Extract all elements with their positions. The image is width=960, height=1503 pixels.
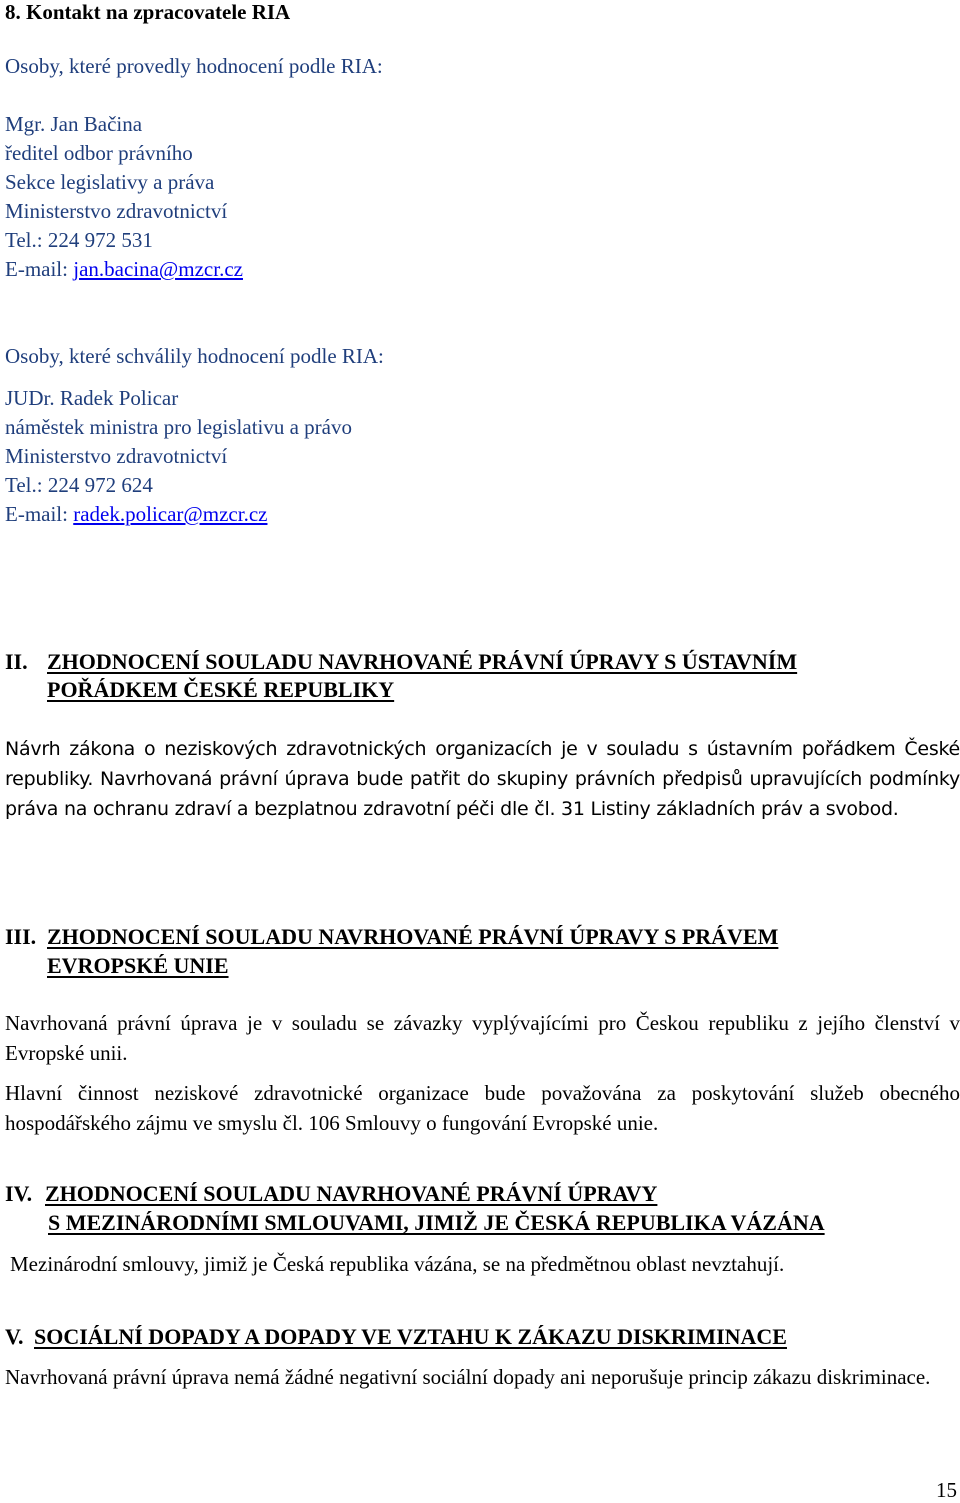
evaluator-department: Sekce legislativy a práva (5, 170, 215, 194)
section-iv-paragraph: Mezinárodní smlouvy, jimiž je Česká republika vázána, se na předmětnou oblast nevztahují. (10, 1252, 785, 1276)
approver-name: JUDr. Radek Policar (5, 386, 179, 410)
section-iii-title-line2: EVROPSKÉ UNIE (47, 953, 229, 978)
email-prefix: E-mail: (5, 502, 74, 526)
section-ii-number: II. (5, 649, 28, 674)
email-prefix: E-mail: (5, 257, 74, 281)
section-ii-title-line2: POŘÁDKEM ČESKÉ REPUBLIKY (47, 677, 395, 702)
section-iii-paragraph-1: Navrhovaná právní úprava je v souladu se závazky vyplývajícími pro Českou republiku z jejího členství v Evropské unii. (5, 1011, 960, 1065)
approver-phone: Tel.: 224 972 624 (5, 473, 153, 497)
section-v-number: V. (5, 1324, 24, 1349)
approver-ministry: Ministerstvo zdravotnictví (5, 444, 228, 468)
section-8-heading: 8. Kontakt na zpracovatele RIA (5, 0, 291, 24)
section-ii-paragraph: Návrh zákona o neziskových zdravotnických organizacích je v souladu s ústavním pořádkem České republiky. Navrhovaná právní úprava bude patřit do skupiny právních předpisů upravujících podmínky práva na ochranu zdraví a bezplatnou zdravotní péči dle čl. 31 Listiny základních práv a svobod. (5, 738, 960, 820)
section-v-title: SOCIÁLNÍ DOPADY A DOPADY VE VZTAHU K ZÁKAZU DISKRIMINACE (34, 1324, 787, 1349)
section-iv-title-line2: S MEZINÁRODNÍMI SMLOUVAMI, JIMIŽ JE ČESKÁ REPUBLIKA VÁZÁNA (48, 1210, 825, 1235)
approver-position: náměstek ministra pro legislativu a právo (5, 415, 352, 439)
evaluator-ministry: Ministerstvo zdravotnictví (5, 199, 228, 223)
section-iii-number: III. (5, 924, 37, 949)
section-iii-title-line1: ZHODNOCENÍ SOULADU NAVRHOVANÉ PRÁVNÍ ÚPRAVY S PRÁVEM (47, 924, 779, 949)
evaluator-email-line (5, 257, 243, 281)
approvers-label: Osoby, které schválily hodnocení podle RIA: (5, 344, 384, 368)
evaluator-position: ředitel odbor právního (5, 141, 193, 165)
evaluator-name: Mgr. Jan Bačina (5, 112, 143, 136)
section-iv-number: IV. (5, 1181, 33, 1206)
section-v-paragraph: Navrhovaná právní úprava nemá žádné negativní sociální dopady ani neporušuje princip zákazu diskriminace. (5, 1365, 931, 1389)
section-iii-paragraph-2: Hlavní činnost neziskové zdravotnické organizace bude považována za poskytování služeb obecného hospodářského zájmu ve smyslu čl. 106 Smlouvy o fungování Evropské unie. (5, 1081, 960, 1135)
evaluators-label: Osoby, které provedly hodnocení podle RIA: (5, 54, 383, 78)
evaluator-phone: Tel.: 224 972 531 (5, 228, 153, 252)
approver-email-line (5, 502, 267, 526)
section-iv-title-line1: ZHODNOCENÍ SOULADU NAVRHOVANÉ PRÁVNÍ ÚPRAVY (45, 1181, 658, 1206)
page-number: 15 (936, 1478, 957, 1502)
section-ii-title-line1: ZHODNOCENÍ SOULADU NAVRHOVANÉ PRÁVNÍ ÚPRAVY S ÚSTAVNÍM (47, 649, 798, 674)
evaluator-email-link[interactable]: jan.bacina@mzcr.cz (73, 257, 243, 281)
approver-email-link[interactable]: radek.policar@mzcr.cz (73, 502, 268, 526)
